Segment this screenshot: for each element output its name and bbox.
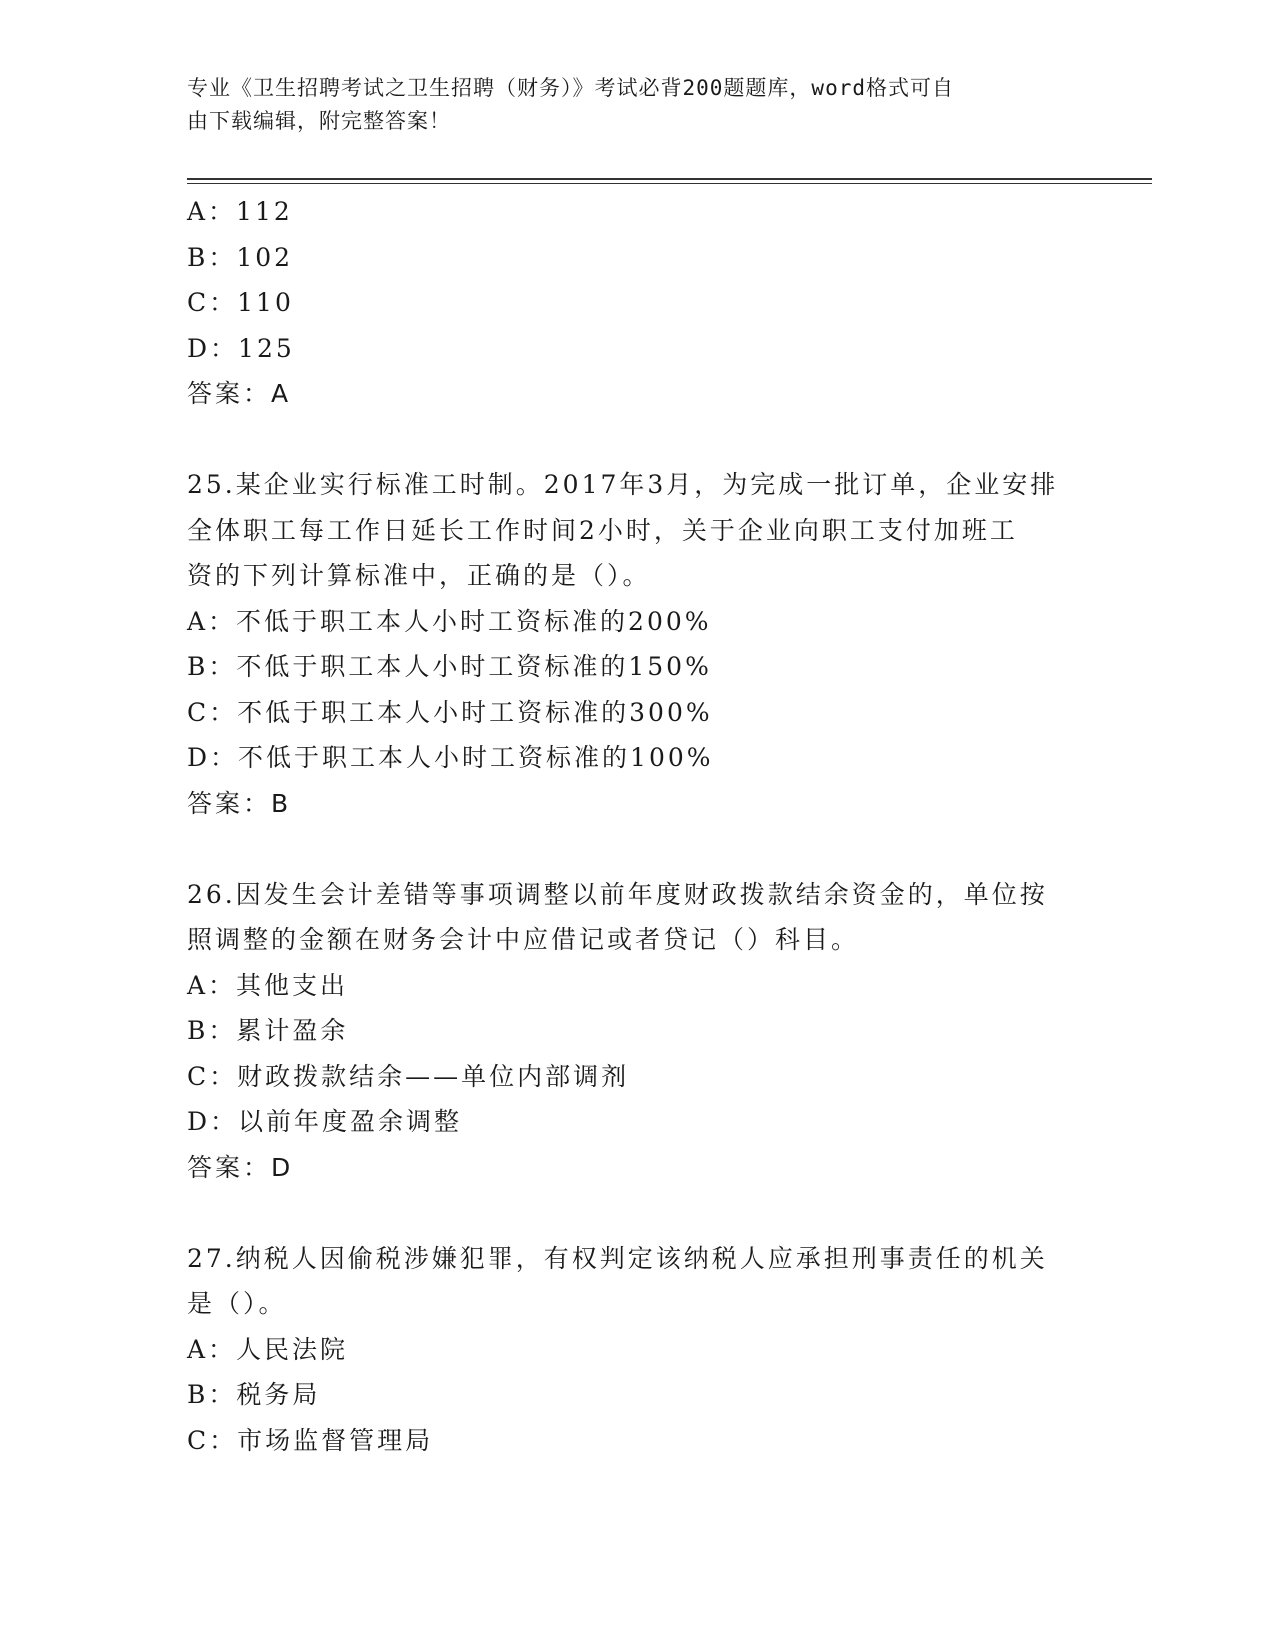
option-c: C：市场监督管理局 bbox=[187, 1425, 434, 1455]
question-26 bbox=[187, 872, 1087, 1191]
question-stem-line: 是（）。 bbox=[187, 1289, 287, 1318]
question-stem-line: 27.纳税人因偷税涉嫌犯罪，有权判定该纳税人应承担刑事责任的机关 bbox=[187, 1243, 1048, 1273]
header-line-2: 由下载编辑，附完整答案！ bbox=[187, 109, 451, 133]
option-d: D：不低于职工本人小时工资标准的100% bbox=[187, 743, 714, 772]
option-c: C：财政拨款结余——单位内部调剂 bbox=[187, 1061, 630, 1091]
question-stem-line: 照调整的金额在财务会计中应借记或者贷记（）科目。 bbox=[187, 925, 860, 954]
option-d: D：以前年度盈余调整 bbox=[187, 1107, 463, 1136]
option-b: B：累计盈余 bbox=[187, 1016, 349, 1045]
answer-line: 答案：B bbox=[187, 788, 292, 818]
option-b: B：不低于职工本人小时工资标准的150% bbox=[187, 652, 712, 681]
question-stem-line: 全体职工每工作日延长工作时间2小时，关于企业向职工支付加班工 bbox=[187, 515, 1018, 545]
option-a: A：不低于职工本人小时工资标准的200% bbox=[187, 606, 712, 636]
document-body bbox=[187, 189, 1087, 1463]
spacer bbox=[187, 1190, 1087, 1236]
question-25 bbox=[187, 462, 1087, 826]
question-stem-line: 26.因发生会计差错等事项调整以前年度财政拨款结余资金的，单位按 bbox=[187, 879, 1048, 909]
spacer bbox=[187, 826, 1087, 872]
option-d: D：125 bbox=[187, 333, 295, 363]
option-a: A：112 bbox=[187, 197, 293, 226]
option-c: C：110 bbox=[187, 288, 294, 317]
option-a: A：其他支出 bbox=[187, 970, 349, 1000]
header-line-1: 专业《卫生招聘考试之卫生招聘（财务）》考试必背200题题库，word格式可自 bbox=[187, 76, 954, 100]
answer-line: 答案：D bbox=[187, 1152, 294, 1182]
option-a: A：人民法院 bbox=[187, 1334, 349, 1364]
question-27 bbox=[187, 1236, 1087, 1464]
option-b: B：税务局 bbox=[187, 1380, 321, 1409]
question-stem-line: 25.某企业实行标准工时制。2017年3月，为完成一批订单，企业安排 bbox=[187, 470, 1059, 499]
document-header bbox=[187, 72, 1067, 138]
spacer bbox=[187, 417, 1087, 463]
option-c: C：不低于职工本人小时工资标准的300% bbox=[187, 697, 713, 727]
answer-line: 答案：A bbox=[187, 379, 292, 408]
header-divider-thin bbox=[187, 183, 1152, 184]
header-divider-thick bbox=[187, 178, 1152, 180]
question-stem-line: 资的下列计算标准中，正确的是（）。 bbox=[187, 561, 651, 590]
question-24 bbox=[187, 189, 1087, 417]
option-b: B：102 bbox=[187, 242, 294, 272]
